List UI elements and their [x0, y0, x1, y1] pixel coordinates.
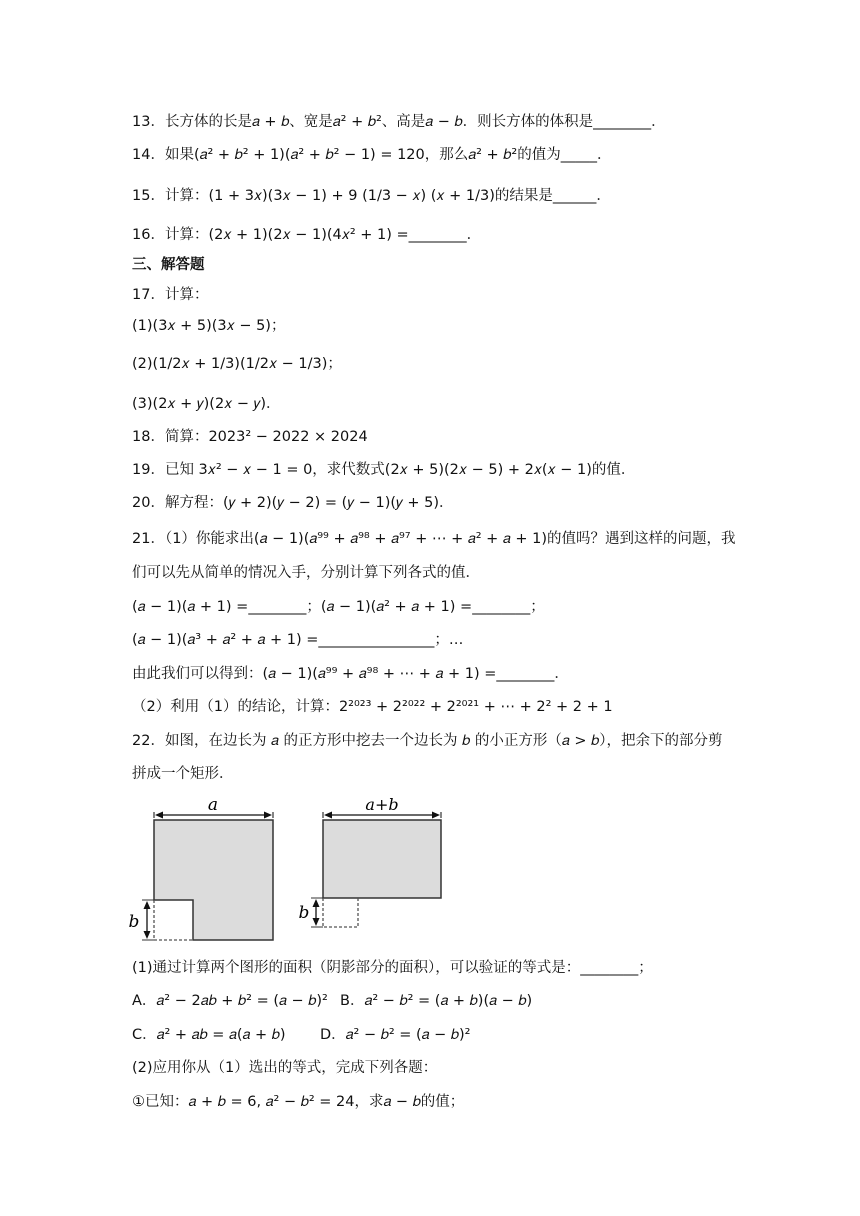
option-d: D．𝑎² − 𝑏² = (𝑎 − 𝑏)²: [320, 1027, 471, 1043]
question-22-part-1: (1)通过计算两个图形的面积（阴影部分的面积），可以验证的等式是：________；: [132, 960, 653, 976]
label-a: a: [207, 798, 219, 815]
option-a: A．𝑎² − 2𝑎𝑏 + 𝑏² = (𝑎 − 𝑏)²: [132, 993, 328, 1009]
question-21-line-2: 们可以先从简单的情况入手，分别计算下列各式的值．: [132, 565, 480, 581]
question-17: 17．计算：: [132, 287, 209, 303]
question-21-line-1: 21．（1）你能求出(𝑎 − 1)(𝑎⁹⁹ + 𝑎⁹⁸ + 𝑎⁹⁷ + ⋯ + 𝑎² + 𝑎 + 1)的值吗？遇到这样的问题，我: [132, 531, 736, 547]
question-18: 18．简算：2023² − 2022 × 2024: [132, 429, 368, 445]
question-22-part-2-1: ①已知：𝑎 + 𝑏 = 6, 𝑎² − 𝑏² = 24，求𝑎 − 𝑏的值；: [132, 1094, 465, 1110]
option-c: C．𝑎² + 𝑎𝑏 = 𝑎(𝑎 + 𝑏): [132, 1027, 286, 1043]
figure-rectangle: [299, 798, 441, 927]
shaded-region-1: [154, 820, 273, 940]
question-21-line-4: (𝑎 − 1)(𝑎³ + 𝑎² + 𝑎 + 1) =________________；…: [132, 632, 464, 648]
question-17-part-1: (1)(3𝑥 + 5)(3𝑥 − 5)；: [132, 318, 286, 334]
figure-square: [129, 798, 273, 940]
question-21-line-5: 由此我们可以得到：(𝑎 − 1)(𝑎⁹⁹ + 𝑎⁹⁸ + ⋯ + 𝑎 + 1) =________．: [132, 666, 569, 682]
question-22-part-2: (2)应用你从（1）选出的等式，完成下列各题：: [132, 1060, 438, 1076]
question-14: 14．如果(𝑎² + 𝑏² + 1)(𝑎² + 𝑏² − 1) = 120，那么𝑎² + 𝑏²的值为_____．: [132, 147, 612, 163]
square-figures: [128, 798, 458, 948]
question-17-part-2: (2)(1/2𝑥 + 1/3)(1/2𝑥 − 1/3)；: [132, 356, 342, 372]
question-20: 20．解方程：(𝑦 + 2)(𝑦 − 2) = (𝑦 − 1)(𝑦 + 5)．: [132, 495, 454, 511]
question-17-part-3: (3)(2𝑥 + 𝑦)(2𝑥 − 𝑦)．: [132, 396, 281, 412]
question-15: 15．计算：(1 + 3𝑥)(3𝑥 − 1) + 9 (1/3 − 𝑥) (𝑥 + 1/3)的结果是______．: [132, 188, 611, 204]
dashed-square: [323, 898, 358, 927]
question-21-line-6: （2）利用（1）的结论，计算：2²⁰²³ + 2²⁰²² + 2²⁰²¹ + ⋯ + 2² + 2 + 1: [132, 699, 613, 715]
question-19: 19．已知 3𝑥² − 𝑥 − 1 = 0，求代数式(2𝑥 + 5)(2𝑥 − 5) + 2𝑥(𝑥 − 1)的值．: [132, 462, 636, 478]
label-a-plus-b: a+b: [365, 798, 399, 814]
shaded-region-2: [323, 820, 441, 898]
label-b-1: b: [128, 912, 140, 932]
question-22-line-1: 22．如图，在边长为 𝑎 的正方形中挖去一个边长为 𝑏 的小正方形（𝑎 > 𝑏），把余下的部分剪: [132, 733, 723, 749]
section-heading: 三、解答题: [132, 257, 205, 273]
question-22-line-2: 拼成一个矩形．: [132, 766, 234, 782]
option-b: B．𝑎² − 𝑏² = (𝑎 + 𝑏)(𝑎 − 𝑏): [340, 993, 533, 1009]
question-13: 13．长方体的长是𝑎 + 𝑏、宽是𝑎² + 𝑏²、高是𝑎 − 𝑏．则长方体的体积是________．: [132, 114, 666, 130]
removed-square: [154, 900, 193, 940]
question-16: 16．计算：(2𝑥 + 1)(2𝑥 − 1)(4𝑥² + 1) =________．: [132, 227, 482, 243]
question-21-line-3: (𝑎 − 1)(𝑎 + 1) =________；(𝑎 − 1)(𝑎² + 𝑎 + 1) =________；: [132, 599, 545, 615]
label-b-2: b: [298, 903, 310, 923]
